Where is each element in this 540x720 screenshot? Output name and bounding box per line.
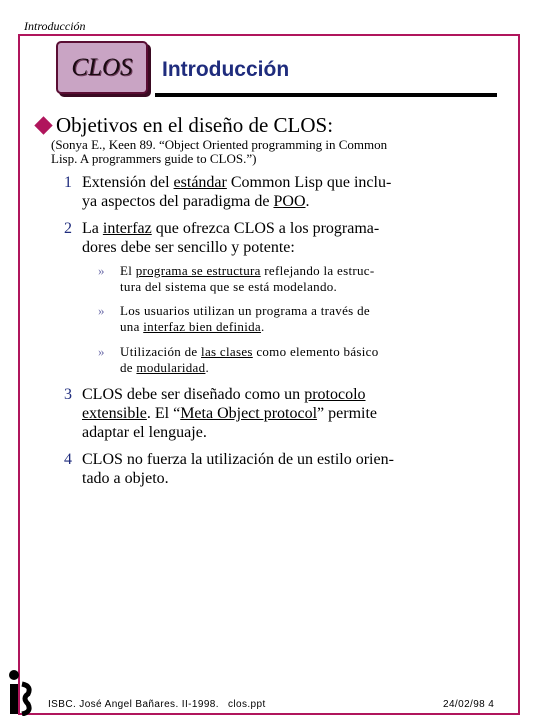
footer-filename: clos.ppt — [228, 699, 266, 710]
item-line: ya aspectos del paradigma de POO. — [82, 193, 310, 210]
item-line: adaptar el lenguaje. — [82, 424, 207, 441]
arrow-bullet-icon: » — [98, 263, 105, 278]
item-line: CLOS debe ser diseñado como un protocolo — [82, 386, 366, 403]
item-number: 3 — [64, 386, 72, 403]
reference-line: (Sonya E., Keen 89. “Object Oriented programming in Common — [51, 137, 388, 152]
item-line: dores debe ser sencillo y potente: — [82, 239, 295, 256]
reference-citation — [51, 138, 441, 166]
sub-item-line: de modularidad. — [120, 360, 209, 375]
sub-item-line: El programa se estructura reflejando la estruc- — [120, 263, 375, 278]
sub-item-line: una interfaz bien definida. — [120, 319, 265, 334]
title-underline — [155, 93, 497, 97]
main-bullet — [33, 113, 333, 138]
footer-author: ISBC. José Angel Bañares. II-1998. — [48, 699, 219, 710]
item-line: Extensión del estándar Common Lisp que inclu- — [82, 174, 392, 191]
item-line: La interfaz que ofrezca CLOS a los programa- — [82, 220, 380, 237]
sub-item-line: tura del sistema que se está modelando. — [120, 279, 338, 294]
institution-logo-icon — [4, 668, 34, 716]
running-header: Introducción — [24, 19, 86, 33]
reference-line: Lisp. A programmers guide to CLOS.”) — [51, 151, 257, 166]
slide-title: Introducción — [162, 58, 290, 81]
item-line: CLOS no fuerza la utilización de un estilo orien- — [82, 451, 394, 468]
sub-item-line: Los usuarios utilizan un programa a través de — [120, 303, 370, 318]
main-bullet-text: Objetivos en el diseño de CLOS: — [56, 113, 334, 137]
item-number: 2 — [64, 220, 72, 237]
sub-item-line: Utilización de las clases como elemento básico — [120, 344, 379, 359]
item-line: tado a objeto. — [82, 470, 169, 487]
clos-logo — [56, 41, 148, 94]
arrow-bullet-icon: » — [98, 344, 105, 359]
item-number: 4 — [64, 451, 72, 468]
item-line: extensible. El “Meta Object protocol” permite — [82, 405, 378, 422]
item-number: 1 — [64, 174, 72, 191]
arrow-bullet-icon: » — [98, 303, 105, 318]
clos-logo-text: CLOS — [71, 53, 133, 81]
diamond-bullet-icon — [34, 116, 52, 134]
footer-date-page: 24/02/98 4 — [443, 699, 495, 710]
